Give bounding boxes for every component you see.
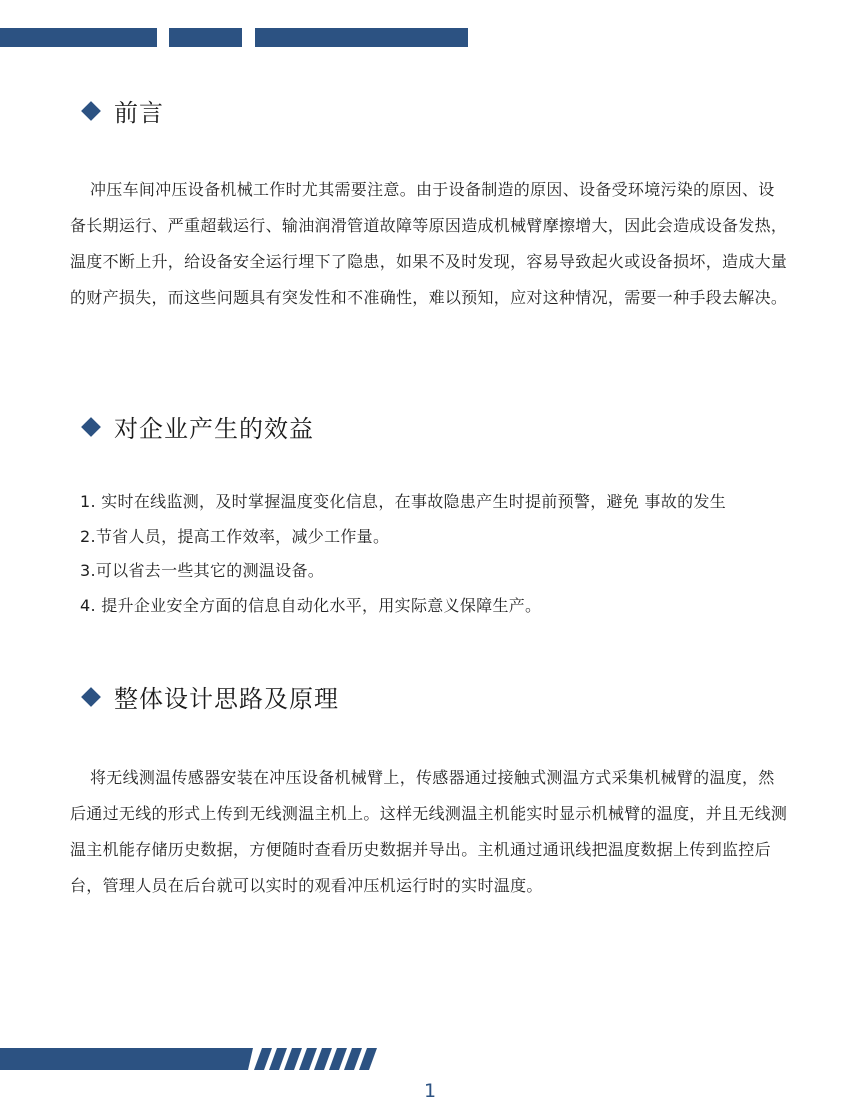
list-item: 3.可以省去一些其它的测温设备。: [80, 561, 325, 580]
section-paragraph: 将无线测温传感器安装在冲压设备机械臂上，传感器通过接触式测温方式采集机械臂的温度，然后通过无线的形式上传到无线测温主机上。这样无线测温主机能实时显示机械臂的温度，并且无线测温主机能存储历史数据，方便随时查看历史数据并导出。主机通过通讯线把温度数据上传到监控后台，管理人员在后台就可以实时的观看冲压机运行时的实时温度。: [70, 768, 788, 895]
footer-stripe-bar: [0, 1048, 380, 1070]
page-number: 1: [423, 1080, 437, 1102]
section-heading-design: [82, 679, 339, 714]
list-item: 1. 实时在线监测，及时掌握温度变化信息，在事故隐患产生时提前预警，避免 事故的发生: [80, 492, 727, 511]
header-bar-segment: [0, 28, 157, 47]
section-paragraph: 冲压车间冲压设备机械工作时尤其需要注意。由于设备制造的原因、设备受环境污染的原因、设备长期运行、严重超载运行、输油润滑管道故障等原因造成机械臂摩擦增大，因此会造成设备发热，温度不断上升，给设备安全运行埋下了隐患，如果不及时发现，容易导致起火或设备损坏，造成大量的财产损失，而这些问题具有突发性和不准确性，难以预知，应对这种情况，需要一种手段去解决。: [70, 180, 788, 307]
diamond-bullet-icon: [81, 101, 101, 121]
section-title: 整体设计思路及原理: [114, 685, 339, 713]
benefits-list: [80, 485, 726, 623]
section-heading-preface: [82, 93, 164, 128]
list-item: 2.节省人员，提高工作效率，减少工作量。: [80, 526, 390, 546]
diamond-bullet-icon: [81, 687, 101, 707]
header-bar-segment: [255, 28, 468, 47]
header-bar-segment: [169, 28, 242, 47]
diamond-bullet-icon: [81, 417, 101, 437]
section-title: 前言: [114, 99, 164, 127]
section-title: 对企业产生的效益: [114, 415, 314, 443]
list-item: 4. 提升企业安全方面的信息自动化水平，用实际意义保障生产。: [80, 595, 542, 615]
section-heading-benefits: [82, 409, 314, 444]
